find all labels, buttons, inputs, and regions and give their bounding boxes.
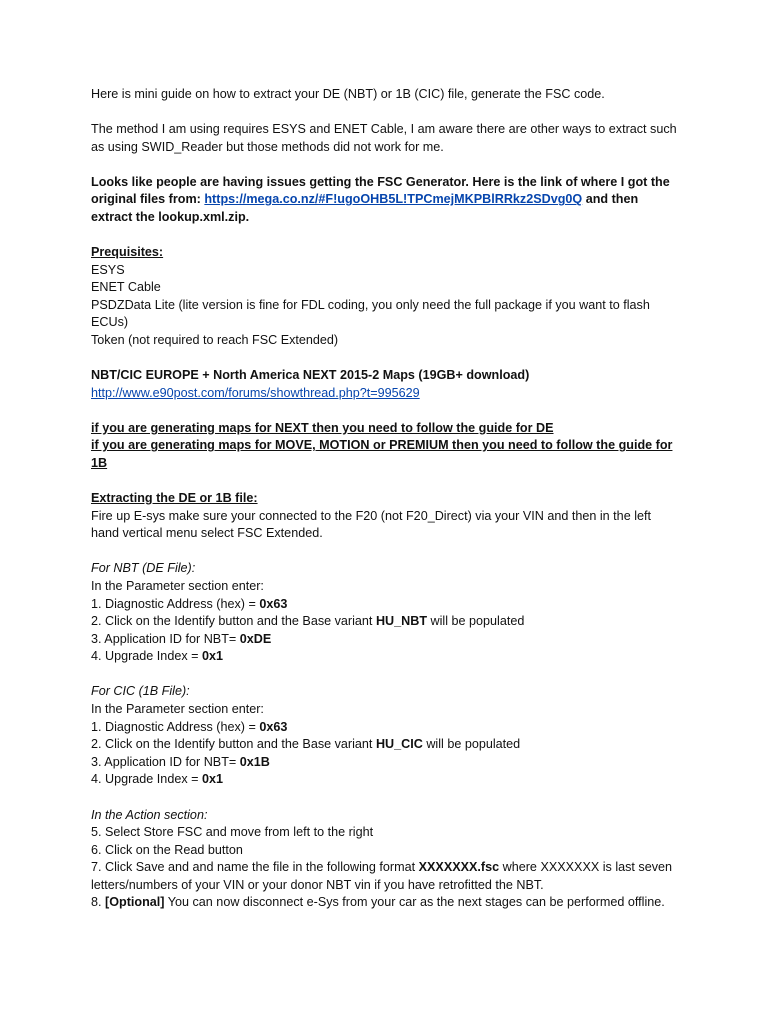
maps-title: NBT/CIC EUROPE + North America NEXT 2015-2 Maps (19GB+ download) xyxy=(91,368,530,383)
extracting-heading: Extracting the DE or 1B file: xyxy=(91,491,258,506)
mega-link[interactable]: https://mega.co.nz/#F!ugoOHB5L!TPCmejMKPBlRRkz2SDvg0Q xyxy=(204,192,583,207)
guide-note-next: if you are generating maps for NEXT then you need to follow the guide for DE xyxy=(91,420,554,435)
cic-step-3: 3. Application ID for NBT= 0x1B xyxy=(91,754,270,769)
cic-step-4: 4. Upgrade Index = 0x1 xyxy=(91,772,223,787)
prereq-item: ENET Cable xyxy=(91,280,161,295)
extracting-text: Fire up E-sys make sure your connected to the F20 (not F20_Direct) via your VIN and then in the left hand vertical menu select FSC Extended. xyxy=(91,508,651,541)
guide-note-move: if you are generating maps for MOVE, MOTION or PREMIUM then you need to follow the guide for 1B xyxy=(91,438,673,470)
action-step-6: 6. Click on the Read button xyxy=(91,842,243,857)
prerequisites-heading: Prequisites: xyxy=(91,245,164,260)
action-step-7: 7. Click Save and and name the file in the following format XXXXXXX.fsc where XXXXXXX is last seven letters/numbers of your VIN or your donor NBT vin if you have retrofitted the NBT. xyxy=(91,860,673,892)
action-heading: In the Action section: xyxy=(91,807,208,822)
intro-line: Here is mini guide on how to extract your DE (NBT) or 1B (CIC) file, generate the FSC code. xyxy=(91,87,605,101)
nbt-heading: For NBT (DE File): xyxy=(91,561,196,576)
method-paragraph: The method I am using requires ESYS and ENET Cable, I am aware there are other ways to extract such as using SWID_Reader but those methods did not work for me. xyxy=(91,122,677,154)
action-step-5: 5. Select Store FSC and move from left to the right xyxy=(91,825,374,840)
nbt-parameter-line: In the Parameter section enter: xyxy=(91,578,264,593)
prereq-item: Token (not required to reach FSC Extended) xyxy=(91,333,339,348)
prereq-item: PSDZData Lite (lite version is fine for FDL coding, you only need the full package if you want to flash ECUs) xyxy=(91,297,650,330)
e90post-link[interactable]: http://www.e90post.com/forums/showthread.php?t=995629 xyxy=(91,385,420,400)
nbt-step-3: 3. Application ID for NBT= 0xDE xyxy=(91,631,272,646)
prereq-item: ESYS xyxy=(91,262,125,277)
document-page xyxy=(91,86,681,912)
cic-heading: For CIC (1B File): xyxy=(91,684,190,699)
fsc-generator-paragraph xyxy=(91,174,681,227)
nbt-step-4: 4. Upgrade Index = 0x1 xyxy=(91,649,223,664)
nbt-step-1: 1. Diagnostic Address (hex) = 0x63 xyxy=(91,596,288,611)
nbt-step-2: 2. Click on the Identify button and the Base variant HU_NBT will be populated xyxy=(91,614,525,629)
fsc-generator-text: Looks like people are having issues getting the FSC Generator. Here is the link of where I got the original files from: xyxy=(91,174,670,207)
cic-step-2: 2. Click on the Identify button and the Base variant HU_CIC will be populated xyxy=(91,737,521,752)
cic-step-1: 1. Diagnostic Address (hex) = 0x63 xyxy=(91,719,288,734)
fsc-generator-tail: and then extract the lookup.xml.zip. xyxy=(91,192,639,224)
cic-parameter-line: In the Parameter section enter: xyxy=(91,702,264,717)
action-step-8: 8. [Optional] You can now disconnect e-Sys from your car as the next stages can be performed offline. xyxy=(91,895,665,910)
